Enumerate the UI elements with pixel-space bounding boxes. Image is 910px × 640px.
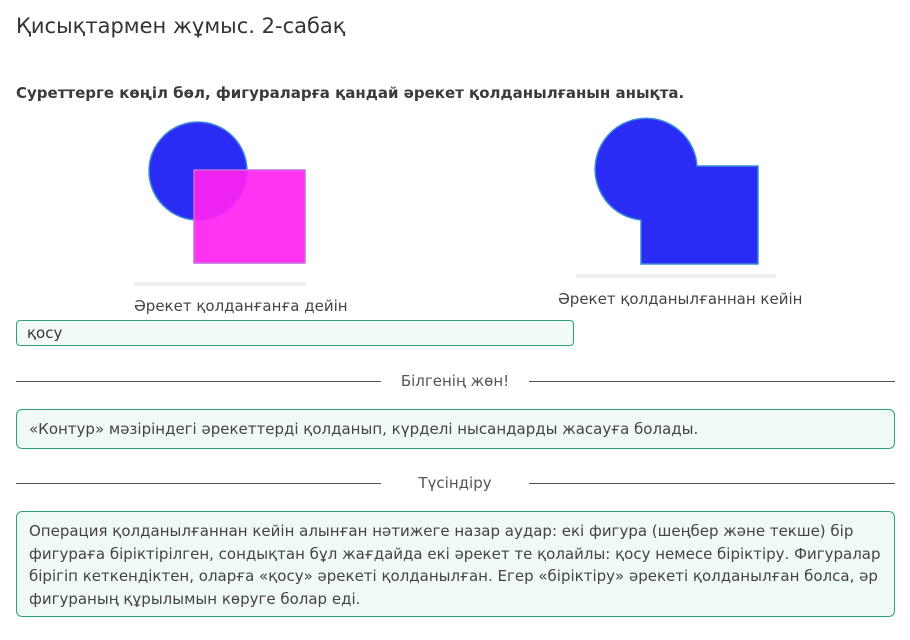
explanation-heading: Түсіндіру bbox=[418, 474, 492, 492]
after-image bbox=[576, 116, 776, 280]
divider-line bbox=[529, 483, 895, 484]
divider-line bbox=[16, 381, 381, 382]
before-caption: Әрекет қолданғанға дейін bbox=[134, 297, 348, 315]
answer-field[interactable]: қосу bbox=[16, 320, 574, 346]
did-you-know-box: «Контур» мәзіріндегі әрекеттерді қолданып, күрделі нысандарды жасауға болады. bbox=[16, 409, 895, 449]
did-you-know-heading: Білгенің жөн! bbox=[400, 372, 510, 390]
explanation-divider bbox=[16, 474, 895, 494]
after-caption: Әрекет қолданылғаннан кейін bbox=[558, 290, 803, 308]
question-text: Суреттерге көңіл бөл, фигураларға қандай әрекет қолданылғанын анықта. bbox=[16, 84, 685, 102]
before-image bbox=[134, 120, 338, 288]
did-you-know-divider bbox=[16, 372, 895, 392]
divider-line bbox=[16, 483, 381, 484]
explanation-box: Операция қолданылғаннан кейін алынған нәтижеге назар аудар: екі фигура (шеңбер және текше) бір фигураға біріктірілген, сондықтан бұл жағдайда екі әрекет те қолайлы: қосу немесе біріктіру. Фигуралар бірігіп кеткендіктен, оларға «қосу» әрекеті қолданылған. Егер «біріктіру» әрекеті қолданылған болса, әр фигураның құрылымын көруге болар еді. bbox=[16, 511, 895, 617]
page-title: Қисықтармен жұмыс. 2-сабақ bbox=[16, 14, 346, 38]
divider-line bbox=[529, 381, 895, 382]
